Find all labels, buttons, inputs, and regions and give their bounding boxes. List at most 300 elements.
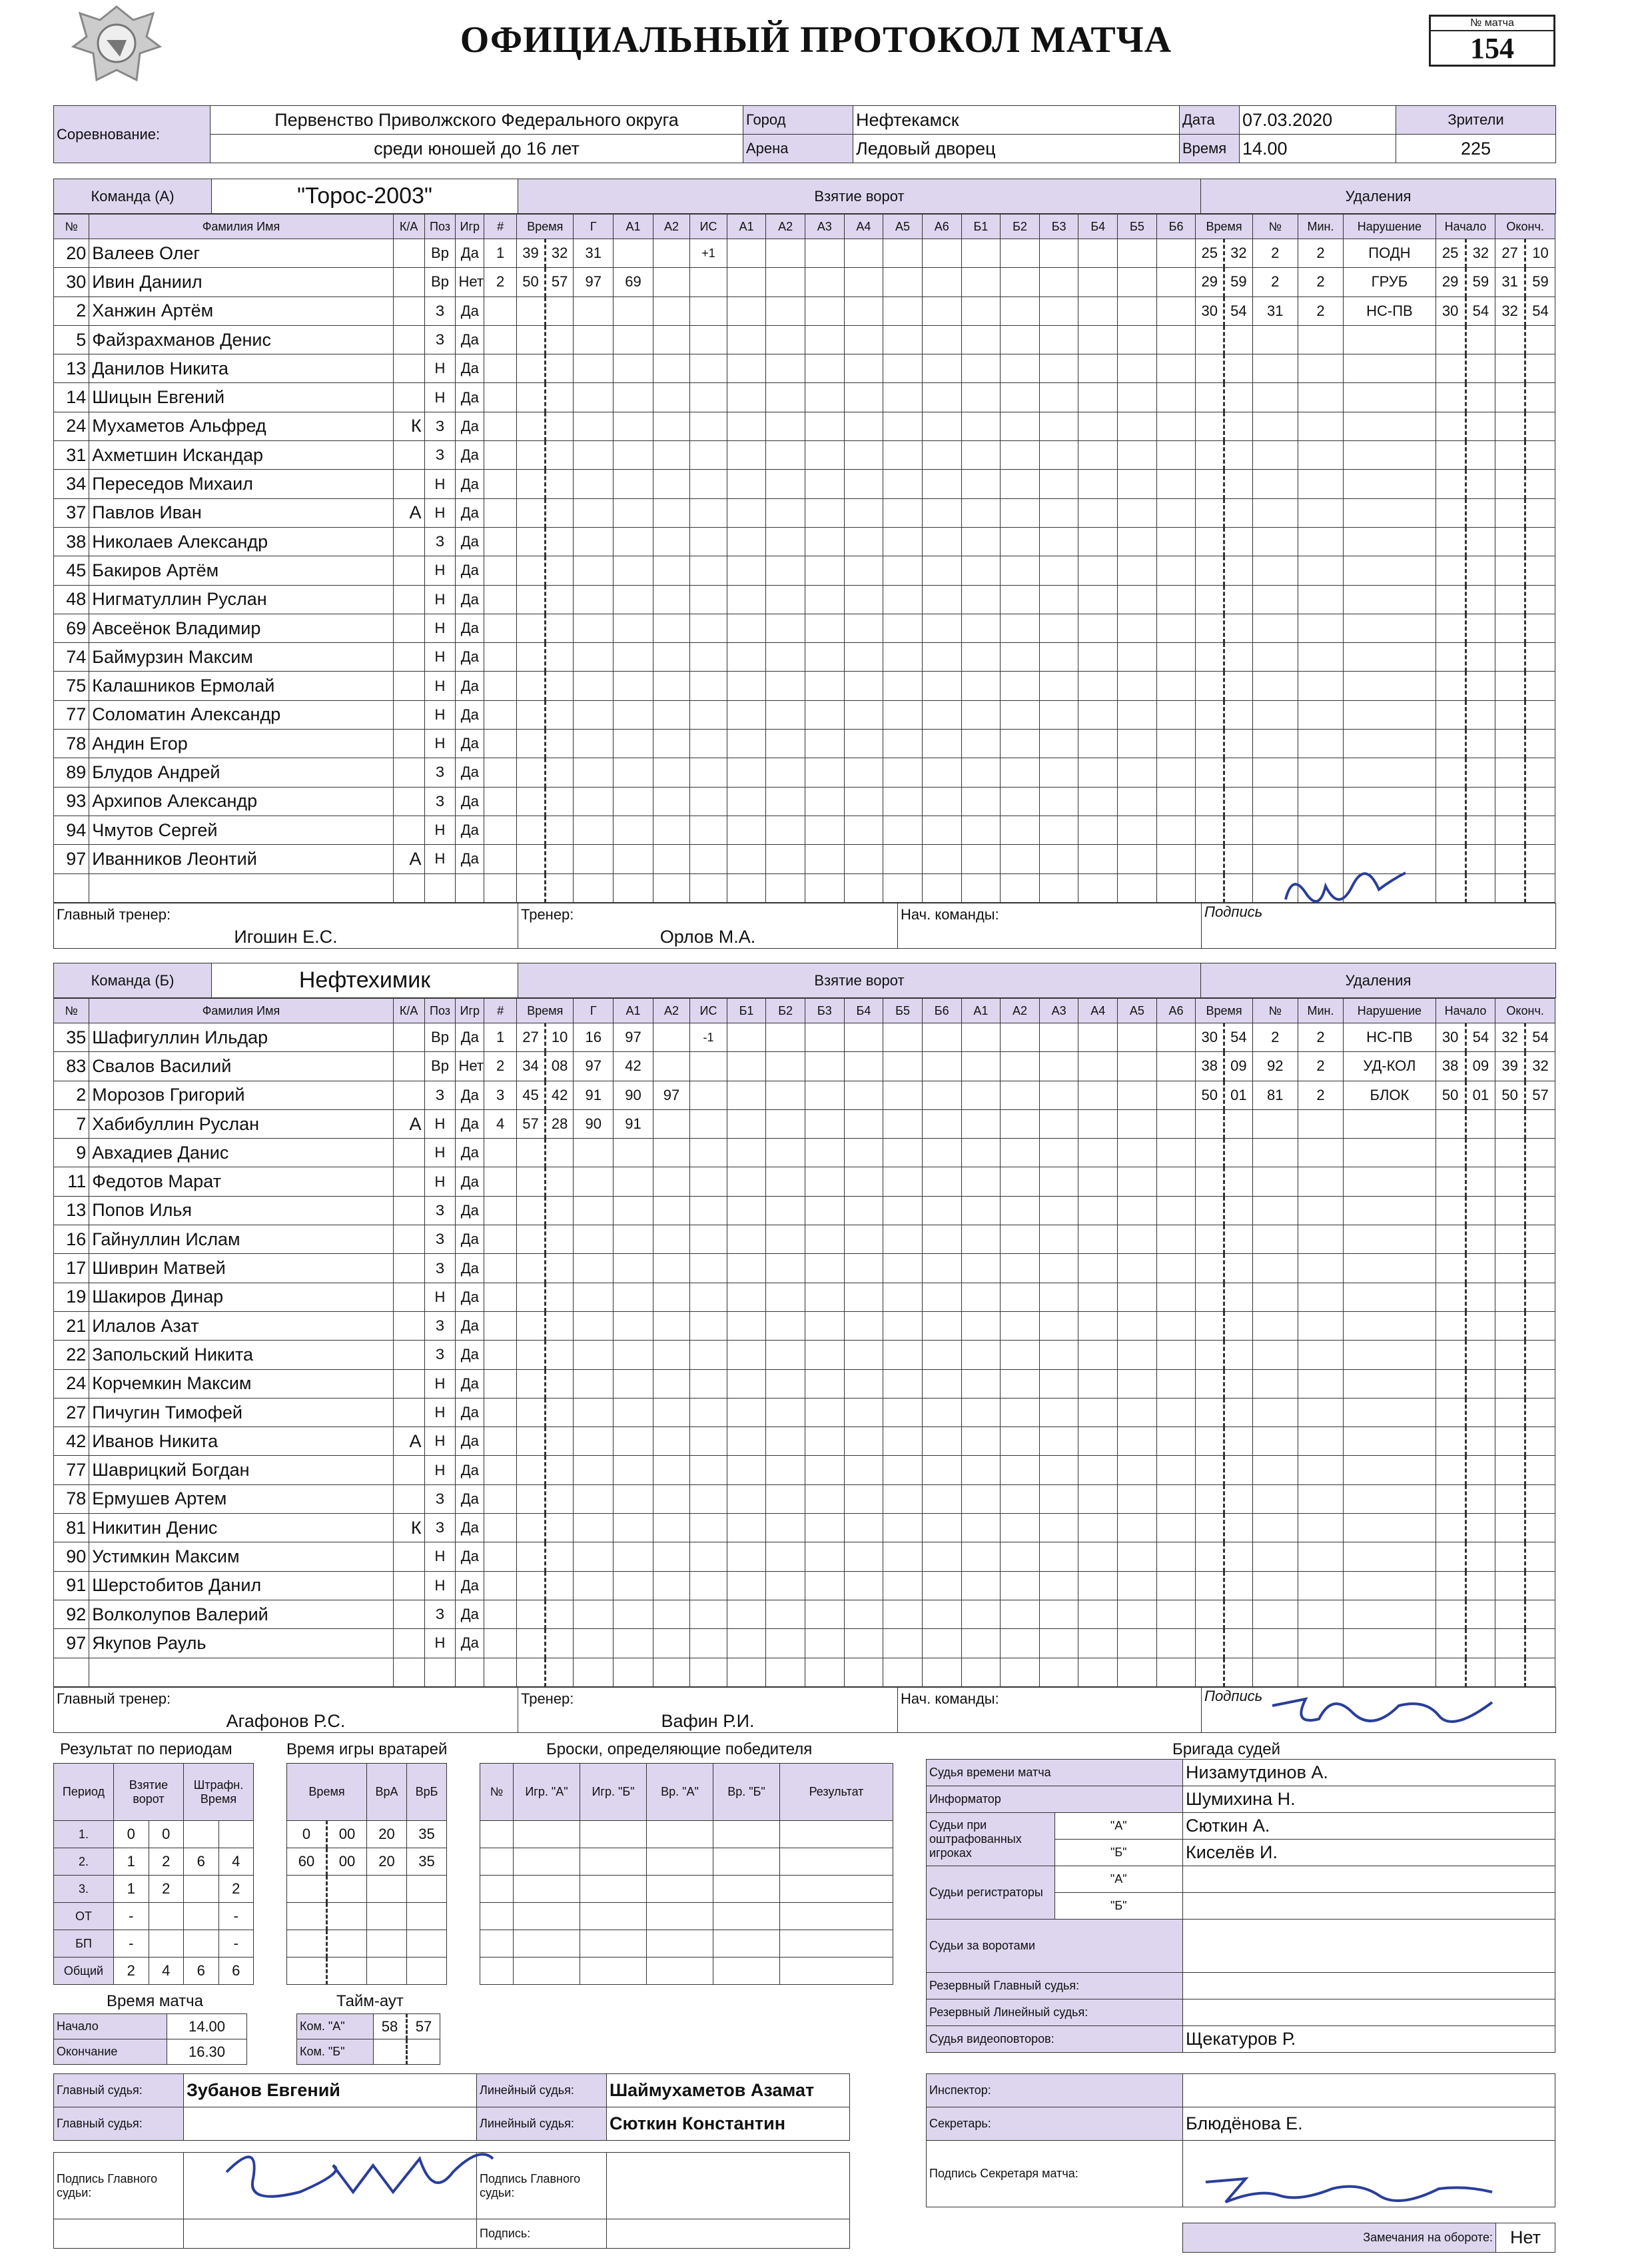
player-ka <box>393 1600 424 1628</box>
onice-cell <box>961 239 1001 268</box>
shootout-col-4: Вр. "Б" <box>713 1764 780 1821</box>
empty-cell <box>574 1139 614 1167</box>
empty-cell <box>1298 643 1343 672</box>
pb-b-value: Киселёв И. <box>1183 1840 1555 1866</box>
empty-cell <box>517 1167 546 1196</box>
onice-cell <box>1001 1341 1040 1369</box>
empty-cell <box>653 614 689 642</box>
team-name: Нефтехимик <box>212 963 518 998</box>
shootout-col-0: № <box>480 1764 514 1821</box>
empty-cell <box>374 2039 407 2065</box>
empty-cell <box>1495 845 1525 873</box>
col-onice-15: А4 <box>1078 999 1118 1023</box>
onice-cell <box>1078 383 1118 412</box>
col-goals: Взятие ворот <box>114 1764 184 1821</box>
player-ka <box>393 325 424 354</box>
onice-cell <box>766 325 805 354</box>
empty-cell <box>1196 1225 1224 1254</box>
player-pos: З <box>424 1600 456 1628</box>
empty-cell <box>484 383 517 412</box>
empty-cell <box>1525 585 1555 614</box>
empty-cell <box>545 643 574 672</box>
empty-cell <box>1196 614 1224 642</box>
onice-cell <box>805 1456 844 1484</box>
goal-scorer: 16 <box>574 1023 614 1052</box>
empty-cell <box>574 1542 614 1571</box>
onice-cell <box>727 527 766 556</box>
onice-cell <box>883 816 923 844</box>
onice-cell <box>1001 1283 1040 1311</box>
player-row <box>54 672 1555 700</box>
player-row <box>54 643 1555 672</box>
player-ka <box>393 1254 424 1283</box>
onice-cell <box>1001 585 1040 614</box>
empty-cell <box>545 1283 574 1311</box>
onice-cell <box>805 1283 844 1311</box>
empty-cell <box>614 730 653 758</box>
empty-cell <box>653 1225 689 1254</box>
goal-situation <box>690 1081 727 1109</box>
empty-cell <box>690 296 727 325</box>
col-number: № <box>54 999 89 1023</box>
empty-cell <box>1252 1109 1298 1138</box>
onice-cell <box>844 1311 883 1340</box>
onice-cell <box>1156 873 1196 902</box>
shootout-cell <box>713 1903 780 1930</box>
empty-cell <box>614 816 653 844</box>
player-pos: Н <box>424 498 456 527</box>
empty-cell <box>1465 672 1495 700</box>
onice-cell <box>766 730 805 758</box>
onice-cell <box>1039 354 1078 383</box>
onice-cell <box>1156 1629 1196 1658</box>
empty-cell <box>1436 643 1465 672</box>
onice-cell <box>766 354 805 383</box>
onice-cell <box>766 643 805 672</box>
empty-cell <box>1436 325 1465 354</box>
pen-foul: НС-ПВ <box>1344 1023 1436 1052</box>
goal-num: 4 <box>484 1109 517 1138</box>
empty-cell <box>1495 1139 1525 1167</box>
pen-minutes: 2 <box>1298 1052 1343 1081</box>
rec-a-value <box>1183 1866 1555 1893</box>
onice-cell <box>1039 1139 1078 1167</box>
empty-cell <box>607 2219 850 2249</box>
empty-cell <box>614 1139 653 1167</box>
player-number: 93 <box>54 787 89 816</box>
onice-cell <box>1039 470 1078 498</box>
shootout-cell <box>780 1958 893 1985</box>
empty-cell <box>517 498 546 527</box>
player-pos: З <box>424 441 456 470</box>
empty-cell <box>545 1514 574 1542</box>
player-ka <box>393 1196 424 1225</box>
player-number: 42 <box>54 1427 89 1456</box>
col-onice-10: А5 <box>883 215 923 239</box>
official-label: Судья времени матча <box>927 1760 1183 1786</box>
shootout-cell <box>514 1821 580 1848</box>
col-onice-6: А1 <box>727 215 766 239</box>
empty-cell <box>1465 1283 1495 1311</box>
shootout-cell <box>480 1930 514 1958</box>
player-pos: Н <box>424 730 456 758</box>
onice-cell <box>1118 412 1157 440</box>
onice-cell <box>766 1167 805 1196</box>
empty-cell <box>1525 1456 1555 1484</box>
player-name: Иванников Леонтий <box>89 845 393 873</box>
empty-cell <box>1495 1254 1525 1283</box>
empty-cell <box>1224 614 1253 642</box>
empty-cell <box>653 1514 689 1542</box>
goal-situation <box>690 1052 727 1081</box>
col-pen-time: Время <box>1196 999 1252 1023</box>
onice-cell <box>1001 816 1040 844</box>
pen-foul: БЛОК <box>1344 1081 1436 1109</box>
onice-cell <box>805 585 844 614</box>
empty-cell <box>1252 1398 1298 1426</box>
onice-cell <box>1039 1109 1078 1138</box>
pen-sec: 01 <box>1224 1081 1253 1109</box>
player-number: 91 <box>54 1571 89 1600</box>
period-pim-a <box>184 1930 219 1958</box>
empty-cell <box>1224 816 1253 844</box>
player-name: Валеев Олег <box>89 239 393 268</box>
empty-cell <box>1436 383 1465 412</box>
official-label: Судьи за воротами <box>927 1920 1183 1973</box>
onice-cell <box>1001 1542 1040 1571</box>
empty-cell <box>545 325 574 354</box>
player-number: 94 <box>54 816 89 844</box>
col-goal-4: А2 <box>653 215 689 239</box>
empty-cell <box>653 498 689 527</box>
onice-cell <box>805 1139 844 1167</box>
onice-cell <box>1078 700 1118 729</box>
team-header <box>53 963 1556 998</box>
onice-cell <box>1039 1225 1078 1254</box>
empty-cell <box>1224 1629 1253 1658</box>
shootout-cell <box>514 1958 580 1985</box>
onice-cell <box>961 787 1001 816</box>
player-name: Баймурзин Максим <box>89 643 393 672</box>
empty-cell <box>1196 1254 1224 1283</box>
player-ka <box>393 1081 424 1109</box>
empty-cell <box>614 1398 653 1426</box>
empty-cell <box>1196 1542 1224 1571</box>
period-goals-b <box>149 1930 184 1958</box>
empty-cell <box>1196 470 1224 498</box>
empty-cell <box>517 1571 546 1600</box>
player-name: Нигматуллин Руслан <box>89 585 393 614</box>
player-row <box>54 1571 1555 1600</box>
shootout-cell <box>780 1876 893 1903</box>
player-play: Да <box>456 1196 484 1225</box>
onice-cell <box>805 527 844 556</box>
col-ka: К/А <box>393 999 424 1023</box>
empty-cell <box>484 412 517 440</box>
onice-cell <box>961 1484 1001 1513</box>
player-ka <box>393 354 424 383</box>
empty-cell <box>1465 1427 1495 1456</box>
onice-cell <box>961 1139 1001 1167</box>
empty-cell <box>517 1542 546 1571</box>
onice-cell <box>1078 1484 1118 1513</box>
empty-cell <box>484 873 517 902</box>
onice-cell <box>805 787 844 816</box>
onice-cell <box>805 1658 844 1686</box>
goal-scorer: 97 <box>574 1052 614 1081</box>
coach-label: Тренер: <box>518 1687 898 1710</box>
empty-cell <box>1344 614 1436 642</box>
onice-cell <box>1001 1052 1040 1081</box>
period-goals-a: 2 <box>114 1958 149 1985</box>
onice-cell <box>1156 325 1196 354</box>
empty-cell <box>484 296 517 325</box>
empty-cell <box>1224 758 1253 787</box>
empty-cell <box>1344 585 1436 614</box>
player-number: 83 <box>54 1052 89 1081</box>
empty-cell <box>653 672 689 700</box>
player-pos: Н <box>424 1283 456 1311</box>
player-ka <box>393 1341 424 1369</box>
empty-cell <box>517 643 546 672</box>
empty-cell <box>1196 1139 1224 1167</box>
empty-cell <box>1525 614 1555 642</box>
empty-cell <box>1224 1542 1253 1571</box>
empty-cell <box>1224 1398 1253 1426</box>
empty-cell <box>1252 730 1298 758</box>
periods-table <box>53 1763 254 1985</box>
onice-cell <box>844 787 883 816</box>
onice-cell <box>1118 845 1157 873</box>
onice-cell <box>883 672 923 700</box>
onice-cell <box>1039 1629 1078 1658</box>
onice-cell <box>1078 441 1118 470</box>
player-row <box>54 816 1555 844</box>
onice-cell <box>961 1225 1001 1254</box>
goal-sec: 10 <box>545 1023 574 1052</box>
onice-cell <box>805 873 844 902</box>
player-number: 97 <box>54 845 89 873</box>
empty-cell <box>690 412 727 440</box>
empty-cell <box>574 787 614 816</box>
onice-cell <box>883 787 923 816</box>
player-play: Да <box>456 1484 484 1513</box>
empty-cell <box>484 643 517 672</box>
onice-cell <box>1039 1023 1078 1052</box>
empty-cell <box>1252 1427 1298 1456</box>
onice-cell <box>766 758 805 787</box>
empty-cell <box>517 296 546 325</box>
onice-cell <box>883 1052 923 1081</box>
empty-cell <box>1252 672 1298 700</box>
onice-cell <box>883 1283 923 1311</box>
onice-cell <box>1001 1109 1040 1138</box>
period-label: Общий <box>54 1958 114 1985</box>
player-row <box>54 1427 1555 1456</box>
onice-cell <box>766 1311 805 1340</box>
onice-cell <box>805 1254 844 1283</box>
empty-cell <box>1224 845 1253 873</box>
onice-cell <box>1118 1311 1157 1340</box>
empty-cell <box>1196 1369 1224 1398</box>
empty-cell <box>1495 1196 1525 1225</box>
onice-cell <box>1156 1398 1196 1426</box>
onice-cell <box>1039 1167 1078 1196</box>
pen-min: 30 <box>1196 296 1224 325</box>
empty-cell <box>1525 730 1555 758</box>
onice-cell <box>1078 470 1118 498</box>
empty-cell <box>545 1484 574 1513</box>
empty-cell <box>574 1398 614 1426</box>
onice-cell <box>1078 1514 1118 1542</box>
empty-cell <box>1436 816 1465 844</box>
empty-cell <box>1224 643 1253 672</box>
empty-cell <box>1196 1398 1224 1426</box>
team-grid <box>53 214 1555 903</box>
empty-cell <box>574 470 614 498</box>
onice-cell <box>1039 1571 1078 1600</box>
empty-cell <box>484 816 517 844</box>
onice-cell <box>1118 1658 1157 1686</box>
col-pen-start: Начало <box>1436 215 1495 239</box>
onice-cell <box>844 1514 883 1542</box>
period-goals-b: 2 <box>149 1876 184 1903</box>
onice-cell <box>883 1571 923 1600</box>
player-row <box>54 700 1555 729</box>
pen-sec: 32 <box>1224 239 1253 268</box>
empty-cell <box>54 2219 184 2249</box>
empty-cell <box>690 1167 727 1196</box>
player-name: Свалов Василий <box>89 1052 393 1081</box>
onice-cell <box>1078 643 1118 672</box>
onice-cell <box>1039 816 1078 844</box>
player-play: Да <box>456 239 484 268</box>
onice-cell <box>961 470 1001 498</box>
onice-cell <box>805 470 844 498</box>
player-row <box>54 325 1555 354</box>
onice-cell <box>922 354 961 383</box>
pen-start-sec: 59 <box>1465 268 1495 296</box>
player-ka <box>393 239 424 268</box>
onice-cell <box>727 1456 766 1484</box>
empty-cell <box>1224 1283 1253 1311</box>
secretary-value: Блюдёнова Е. <box>1183 2107 1555 2141</box>
onice-cell <box>1039 1542 1078 1571</box>
onice-cell <box>727 1514 766 1542</box>
goal-num: 2 <box>484 1052 517 1081</box>
date-field: 07.03.2020 <box>1240 106 1396 135</box>
empty-cell <box>1224 672 1253 700</box>
onice-cell <box>961 1341 1001 1369</box>
empty-cell <box>1224 1196 1253 1225</box>
empty-cell <box>1224 1427 1253 1456</box>
player-ka <box>393 1484 424 1513</box>
empty-cell <box>653 296 689 325</box>
onice-cell <box>1118 268 1157 296</box>
empty-cell <box>614 1167 653 1196</box>
onice-cell <box>766 1542 805 1571</box>
goal-sec: 08 <box>545 1052 574 1081</box>
empty-cell <box>1525 1341 1555 1369</box>
empty-cell <box>545 614 574 642</box>
empty-cell <box>653 873 689 902</box>
empty-cell <box>1465 1398 1495 1426</box>
empty-cell <box>1224 470 1253 498</box>
empty-cell <box>653 325 689 354</box>
player-play: Да <box>456 1225 484 1254</box>
player-row <box>54 730 1555 758</box>
onice-cell <box>1039 1456 1078 1484</box>
player-pos: Н <box>424 1629 456 1658</box>
empty-cell <box>1436 1254 1465 1283</box>
shootout-table <box>480 1763 893 1985</box>
onice-cell <box>883 1398 923 1426</box>
empty-cell <box>1436 1109 1465 1138</box>
empty-cell <box>690 1369 727 1398</box>
onice-cell <box>766 470 805 498</box>
onice-cell <box>727 1254 766 1283</box>
empty-cell <box>1436 873 1465 902</box>
player-ka <box>393 1023 424 1052</box>
empty-cell <box>1525 470 1555 498</box>
empty-cell <box>1196 845 1224 873</box>
empty-cell <box>517 758 546 787</box>
empty-cell <box>1495 556 1525 585</box>
onice-cell <box>1156 441 1196 470</box>
empty-cell <box>1196 1658 1224 1686</box>
onice-cell <box>844 1542 883 1571</box>
player-row <box>54 787 1555 816</box>
empty-cell <box>1196 412 1224 440</box>
goal-sec: 57 <box>545 268 574 296</box>
empty-cell <box>1525 1542 1555 1571</box>
onice-cell <box>922 1254 961 1283</box>
onice-cell <box>961 873 1001 902</box>
onice-cell <box>805 700 844 729</box>
onice-cell <box>1156 816 1196 844</box>
empty-cell <box>574 1571 614 1600</box>
shootout-cell <box>647 1903 713 1930</box>
onice-cell <box>1039 1311 1078 1340</box>
empty-cell <box>517 1341 546 1369</box>
shootout-cell <box>580 1848 647 1876</box>
empty-cell <box>1495 758 1525 787</box>
player-number: 77 <box>54 1456 89 1484</box>
empty-cell <box>1298 1542 1343 1571</box>
empty-cell <box>614 787 653 816</box>
timeout-b-label: Ком. "Б" <box>297 2039 374 2065</box>
onice-cell <box>766 1081 805 1109</box>
onice-cell <box>883 585 923 614</box>
col-goal-2: Г <box>574 215 614 239</box>
goal-a1: 42 <box>614 1052 653 1081</box>
player-play: Да <box>456 470 484 498</box>
empty-cell <box>653 585 689 614</box>
empty-cell <box>1344 1341 1436 1369</box>
pb-b-label: "Б" <box>1054 1840 1183 1866</box>
period-pim-a: 6 <box>184 1848 219 1876</box>
onice-cell <box>961 1369 1001 1398</box>
onice-cell <box>766 1514 805 1542</box>
onice-cell <box>922 758 961 787</box>
empty-cell <box>653 1254 689 1283</box>
onice-cell <box>805 1311 844 1340</box>
onice-cell <box>1078 1052 1118 1081</box>
empty-cell <box>517 1398 546 1426</box>
onice-cell <box>1039 1600 1078 1628</box>
empty-cell <box>545 672 574 700</box>
onice-cell <box>1156 1658 1196 1686</box>
